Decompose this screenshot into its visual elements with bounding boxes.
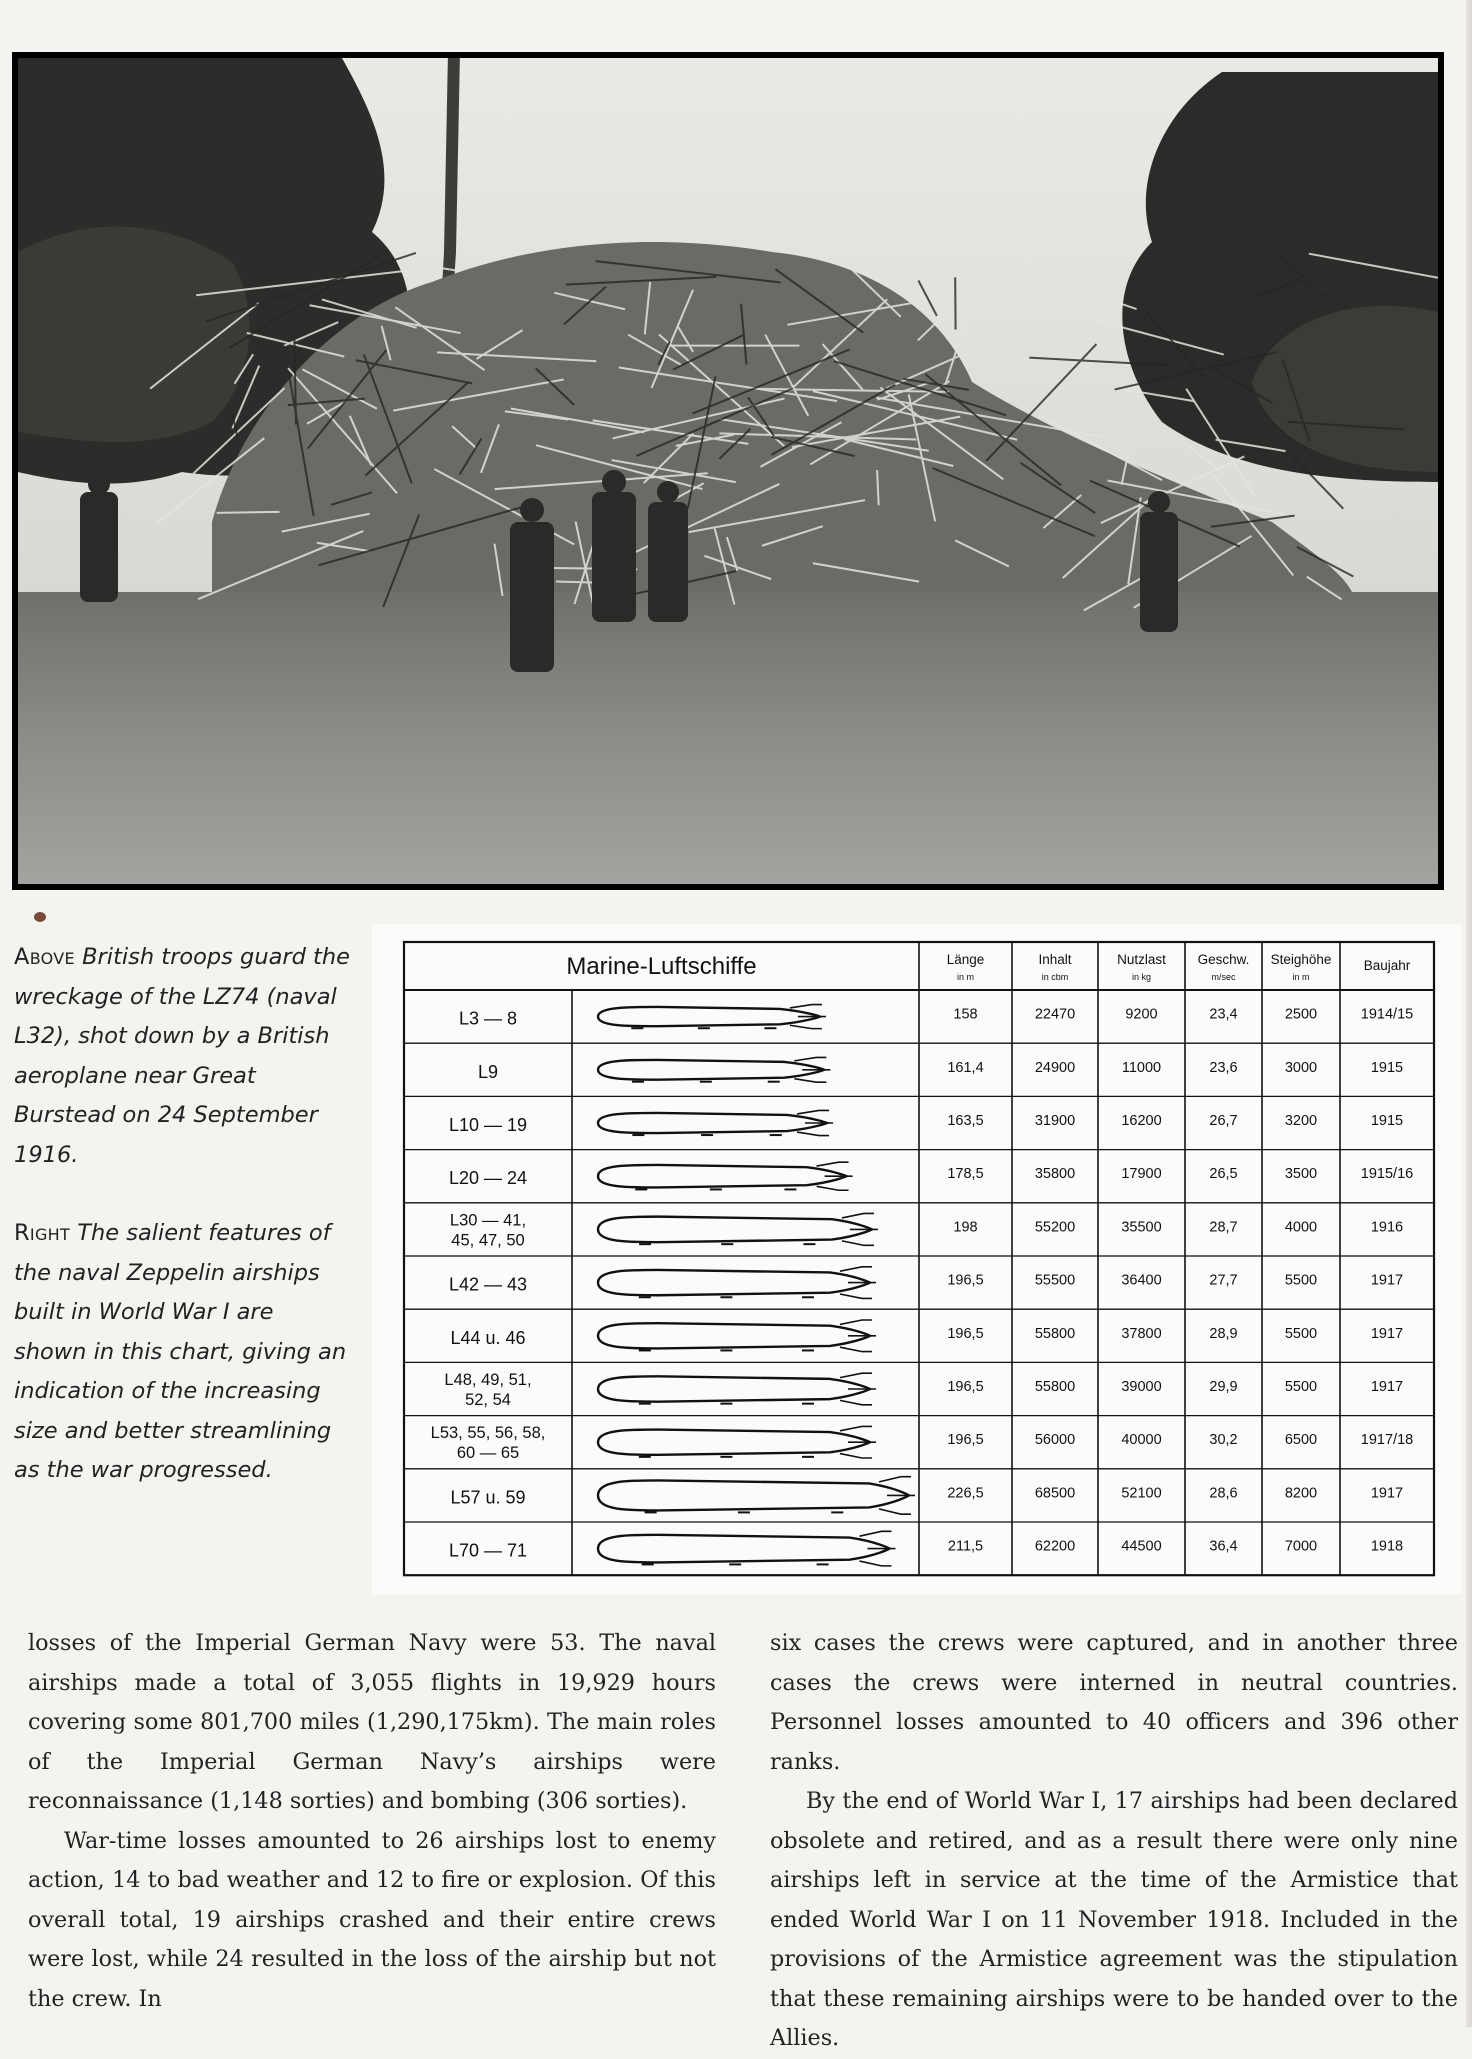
table-cell-value: 198 (953, 1219, 977, 1235)
table-cell-value: 5500 (1285, 1273, 1317, 1289)
table-cell-value: 55200 (1035, 1219, 1075, 1235)
table-cell-value: 7000 (1285, 1539, 1317, 1555)
caption-above-text: British troops guard the wreckage of the LZ74 (naval L32), shot down by a British aeroplane near Great Burstead on 24 September 1916. (14, 944, 350, 1168)
airship-fins (840, 1373, 876, 1405)
table-cell-value: 1914/15 (1361, 1007, 1413, 1023)
table-cell-value: 161,4 (947, 1060, 983, 1076)
table-cell-value: 28,9 (1209, 1326, 1237, 1342)
table-cell-value: 1917/18 (1361, 1432, 1413, 1448)
column-header: Steighöhe (1271, 952, 1332, 967)
airship-class-name: 45, 47, 50 (451, 1231, 524, 1249)
airship-fins (840, 1320, 876, 1352)
table-cell-value: 1916 (1371, 1219, 1403, 1235)
table-cell-value: 178,5 (947, 1166, 983, 1182)
table-cell-value: 68500 (1035, 1485, 1075, 1501)
table-cell-value: 55800 (1035, 1326, 1075, 1342)
airship-silhouette (598, 1113, 827, 1133)
airship-fins (840, 1426, 876, 1458)
table-cell-value: 5500 (1285, 1326, 1317, 1342)
table-cell-value: 5500 (1285, 1379, 1317, 1395)
table-cell-value: 163,5 (947, 1113, 983, 1129)
airship-class-name: L42 — 43 (449, 1275, 527, 1295)
table-cell-value: 4000 (1285, 1219, 1317, 1235)
caption-right-text: The salient features of the naval Zeppelin airships built in World War I are shown in this chart, giving an indication of the increasing size and better streamlining as the war progressed. (14, 1220, 346, 1483)
table-cell-value: 158 (953, 1007, 977, 1023)
column-header: Geschw. (1198, 952, 1250, 967)
table-cell-value: 3000 (1285, 1060, 1317, 1076)
table-cell-value: 3500 (1285, 1166, 1317, 1182)
table-cell-value: 11000 (1122, 1060, 1161, 1076)
column-unit: in cbm (1042, 972, 1069, 982)
airship-class-name: L20 — 24 (449, 1168, 527, 1188)
airship-fins (797, 1110, 833, 1135)
table-cell-value: 40000 (1121, 1432, 1161, 1448)
column-header: Baujahr (1364, 958, 1411, 973)
caption-above (14, 938, 350, 1175)
column-unit: in m (957, 972, 974, 982)
table-cell-value: 1917 (1371, 1485, 1403, 1501)
table-cell-value: 196,5 (947, 1273, 983, 1289)
airship-fins (794, 1057, 830, 1082)
airship-class-name: L53, 55, 56, 58, (431, 1424, 546, 1442)
table-cell-value: 36,4 (1209, 1539, 1237, 1555)
airship-class-name: L10 — 19 (449, 1115, 527, 1135)
table-cell-value: 196,5 (947, 1379, 983, 1395)
airship-silhouette (598, 1217, 872, 1243)
airship-silhouette (598, 1270, 870, 1295)
table-cell-value: 24900 (1035, 1060, 1075, 1076)
airship-class-name: 52, 54 (465, 1391, 511, 1409)
table-cell-value: 36400 (1121, 1273, 1161, 1289)
airship-class-name: L57 u. 59 (450, 1487, 525, 1507)
table-cell-value: 9200 (1125, 1007, 1157, 1023)
table-cell-value: 6500 (1285, 1432, 1317, 1448)
table-cell-value: 55500 (1035, 1273, 1075, 1289)
airship-fins (817, 1162, 853, 1190)
table-title: Marine-Luftschiffe (566, 953, 756, 980)
airship-table (372, 924, 1462, 1594)
airship-class-name: L3 — 8 (459, 1009, 517, 1029)
table-cell-value: 1915/16 (1361, 1166, 1413, 1182)
table-cell-value: 55800 (1035, 1379, 1075, 1395)
table-cell-value: 23,4 (1209, 1007, 1237, 1023)
page-edge (1466, 0, 1472, 2027)
table-cell-value: 26,5 (1209, 1166, 1237, 1182)
airship-fins (842, 1213, 878, 1245)
airship-class-name: L70 — 71 (449, 1541, 527, 1561)
table-cell-value: 62200 (1035, 1539, 1075, 1555)
table-cell-value: 196,5 (947, 1432, 983, 1448)
table-cell-value: 35500 (1121, 1219, 1161, 1235)
table-cell-value: 29,9 (1209, 1379, 1237, 1395)
table-cell-value: 26,7 (1209, 1113, 1237, 1129)
table-cell-value: 23,6 (1209, 1060, 1237, 1076)
table-cell-value: 16200 (1121, 1113, 1161, 1129)
airship-class-name: L9 (478, 1062, 498, 1082)
wreckage-photograph (12, 52, 1444, 890)
table-cell-value: 1917 (1371, 1273, 1403, 1289)
column-header: Inhalt (1038, 952, 1071, 967)
table-cell-value: 1917 (1371, 1379, 1403, 1395)
table-cell-value: 39000 (1121, 1379, 1161, 1395)
column-unit: in m (1292, 972, 1309, 982)
airship-fins (859, 1531, 895, 1566)
caption-right (14, 1214, 350, 1491)
airship-silhouette (598, 1323, 870, 1348)
column-unit: in kg (1132, 972, 1151, 982)
table-cell-value: 1915 (1371, 1060, 1403, 1076)
table-cell-value: 27,7 (1209, 1273, 1237, 1289)
caption-right-lead: Right (14, 1220, 70, 1246)
table-cell-value: 1915 (1371, 1113, 1403, 1129)
table-cell-value: 30,2 (1209, 1432, 1237, 1448)
airship-class-name: L30 — 41, (450, 1211, 526, 1229)
table-cell-value: 196,5 (947, 1326, 983, 1342)
table-cell-value: 226,5 (947, 1485, 983, 1501)
airship-silhouette (598, 1480, 909, 1510)
page-mark (34, 912, 46, 922)
table-cell-value: 56000 (1035, 1432, 1075, 1448)
airship-fins (790, 1005, 826, 1029)
body-left-p1: losses of the Imperial German Navy were 53. The naval airships made a total of 3,055 flights in 19,929 hours covering some 801,700 miles (1,290,175km). The main roles of the Imperial German Navy’s airships were reconnaissance (1,148 sorties) and bombing (306 sorties). (28, 1624, 716, 1822)
table-cell-value: 3200 (1285, 1113, 1317, 1129)
body-right-p2: By the end of World War I, 17 airships had been declared obsolete and retired, and as a result there were only nine airships left in service at the time of the Armistice that ended World War I on 11 November 1918. Included in the provisions of the Armistice agreement was the stipulation that these remaining airships were to be handed over to the Allies. (770, 1782, 1458, 2059)
table-cell-value: 1918 (1371, 1539, 1403, 1555)
airship-class-name: 60 — 65 (457, 1444, 519, 1462)
airship-silhouette (598, 1535, 889, 1563)
table-cell-value: 22470 (1035, 1007, 1075, 1023)
table-cell-value: 31900 (1035, 1113, 1075, 1129)
table-cell-value: 1917 (1371, 1326, 1403, 1342)
airship-class-name: L44 u. 46 (450, 1328, 525, 1348)
table-cell-value: 35800 (1035, 1166, 1075, 1182)
airship-silhouette (598, 1007, 820, 1026)
airship-silhouette (598, 1376, 870, 1401)
body-right (770, 1624, 1458, 2059)
column-header: Nutzlast (1117, 952, 1166, 967)
table-cell-value: 2500 (1285, 1007, 1317, 1023)
table-cell-value: 52100 (1121, 1485, 1161, 1501)
airship-fins (840, 1267, 876, 1299)
table-cell-value: 28,6 (1209, 1485, 1237, 1501)
column-unit: m/sec (1211, 972, 1236, 982)
table-cell-value: 17900 (1121, 1166, 1161, 1182)
body-left-p2: War-time losses amounted to 26 airships lost to enemy action, 14 to bad weather and 12 to fire or explosion. Of this overall total, 19 airships crashed and their entire crews were lost, while 24 resulted in the loss of the airship but not the crew. In (28, 1822, 716, 2020)
table-cell-value: 8200 (1285, 1485, 1317, 1501)
airship-fins (879, 1477, 915, 1515)
caption-above-lead: Above (14, 944, 75, 970)
airship-chart (372, 924, 1462, 1594)
airship-silhouette (598, 1430, 870, 1455)
table-cell-value: 44500 (1121, 1539, 1161, 1555)
table-cell-value: 28,7 (1209, 1219, 1237, 1235)
body-right-p1: six cases the crews were captured, and in another three cases the crews were interned in neutral countries. Personnel losses amounted to 40 officers and 396 other ranks. (770, 1624, 1458, 1782)
table-cell-value: 211,5 (948, 1539, 983, 1555)
airship-silhouette (598, 1165, 847, 1187)
table-cell-value: 37800 (1121, 1326, 1161, 1342)
airship-class-name: L48, 49, 51, (444, 1371, 531, 1389)
airship-silhouette (598, 1060, 824, 1080)
column-header: Länge (947, 952, 985, 967)
body-left (28, 1624, 716, 2019)
